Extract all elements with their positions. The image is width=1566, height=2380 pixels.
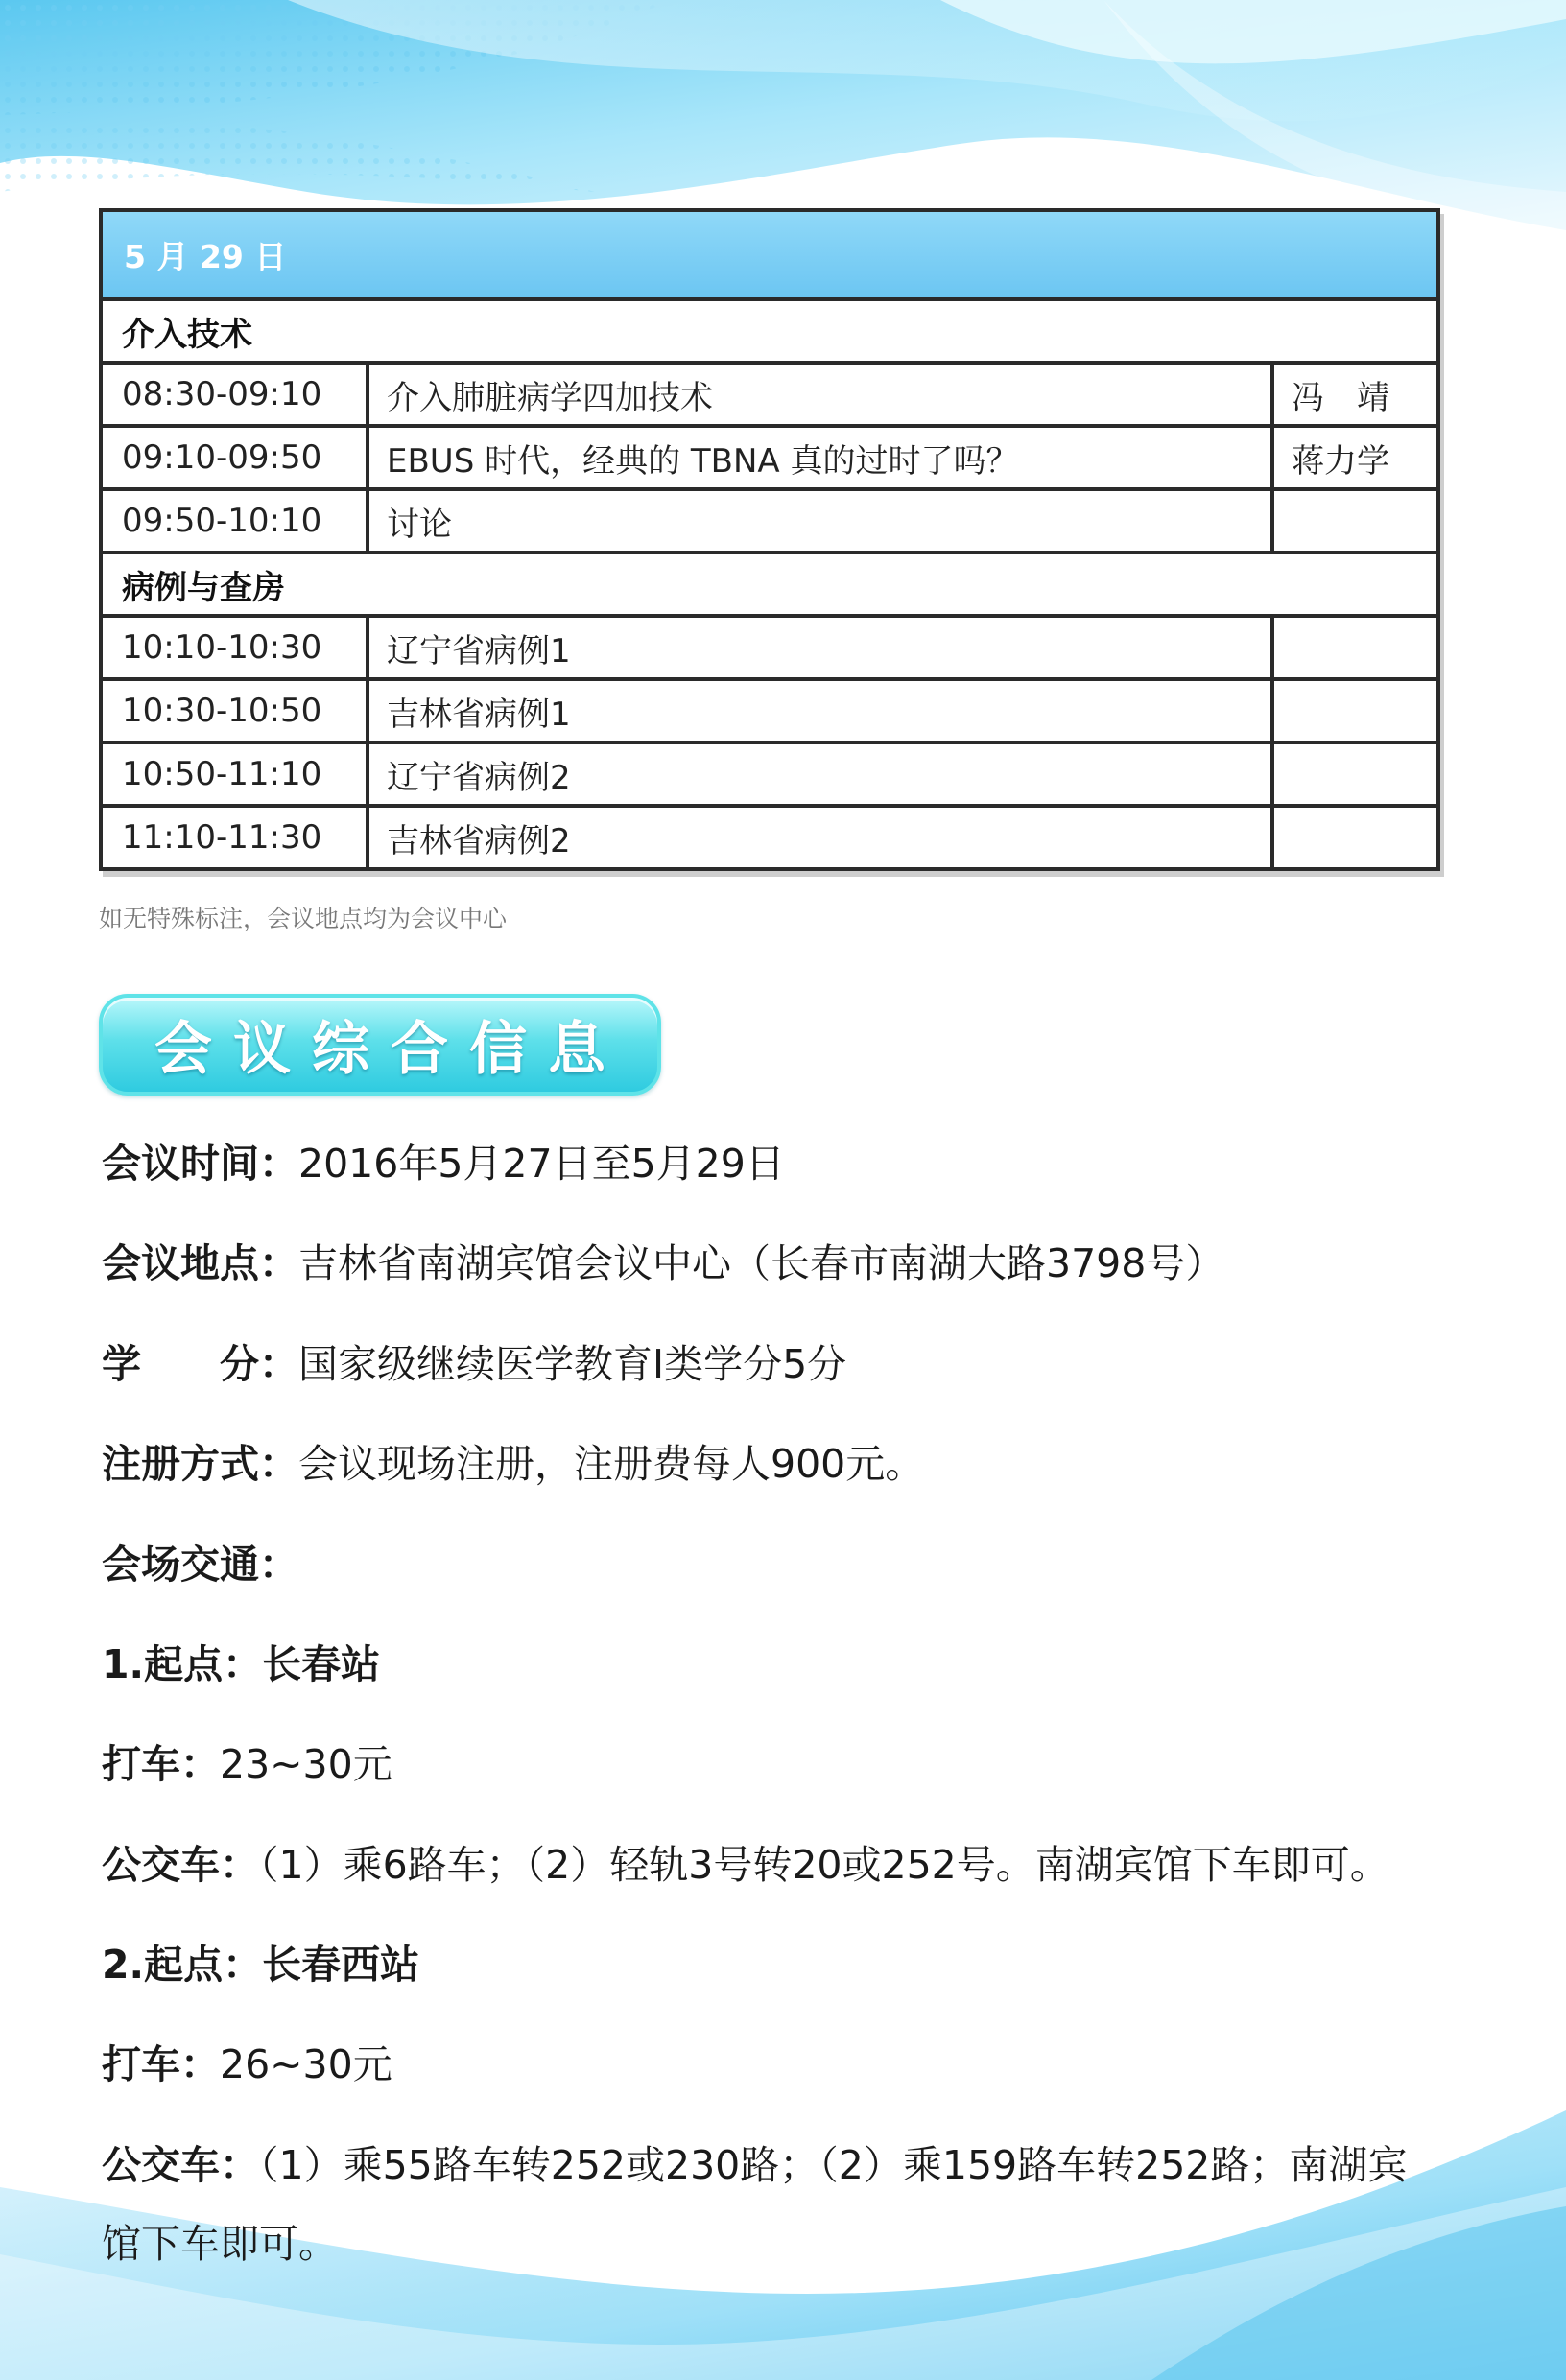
info-transport: [102, 1533, 298, 1590]
info-venue: [102, 1232, 1224, 1288]
topic-cell: EBUS 时代，经典的 TBNA 真的过时了吗？: [369, 428, 1274, 487]
topic-cell: 讨论: [369, 491, 1274, 551]
time-cell: 09:50-10:10: [103, 491, 369, 551]
info-label: 打车：: [102, 2041, 220, 2087]
info-label: 公交车：: [102, 1842, 259, 1888]
info-value: 吉林省南湖宾馆会议中心（长春市南湖大路3798号）: [298, 1240, 1225, 1286]
schedule-table: [99, 208, 1440, 871]
speaker-cell: [1274, 681, 1436, 741]
info-label: 公交车：: [102, 2142, 259, 2188]
info-value: 23~30元: [220, 1741, 392, 1787]
info-label: 学 分：: [102, 1341, 298, 1387]
topic-cell: 辽宁省病例2: [369, 744, 1274, 804]
topic-cell: 吉林省病例1: [369, 681, 1274, 741]
table-row: [103, 681, 1436, 744]
speaker-cell: [1274, 808, 1436, 867]
schedule-date-header: 5 月 29 日: [103, 212, 1436, 301]
info-label: 会议时间：: [102, 1141, 298, 1187]
info-label: 打车：: [102, 1741, 220, 1787]
info-value: （1）乘55路车转252或230路；（2）乘159路车转252路；南湖宾: [259, 2142, 1408, 2188]
speaker-cell: [1274, 618, 1436, 677]
route-start: 1.起点：长春站: [102, 1641, 381, 1687]
time-cell: 10:10-10:30: [103, 618, 369, 677]
route-2-bus: [102, 2133, 1407, 2190]
section-row-cases: 病例与查房: [103, 554, 1436, 618]
topic-cell: 吉林省病例2: [369, 808, 1274, 867]
info-value: 2016年5月27日至5月29日: [298, 1141, 785, 1187]
info-value: 26~30元: [220, 2041, 392, 2087]
route-2-start: [102, 1933, 419, 1990]
section-row-intervention: 介入技术: [103, 301, 1436, 365]
speaker-cell: [1274, 491, 1436, 551]
table-row: [103, 491, 1436, 554]
venue-note: 如无特殊标注，会议地点均为会议中心: [99, 905, 508, 932]
speaker-cell: 冯 靖: [1292, 378, 1389, 417]
info-value: 会议现场注册，注册费每人900元。: [298, 1441, 925, 1487]
time-cell: 09:10-09:50: [103, 428, 369, 487]
route-1-taxi: [102, 1732, 392, 1789]
info-value: （1）乘6路车；（2）轻轨3号转20或252号。南湖宾馆下车即可。: [259, 1842, 1389, 1888]
info-register: [102, 1432, 924, 1489]
info-label: 注册方式：: [102, 1441, 298, 1487]
info-label: 会场交通：: [102, 1542, 298, 1588]
table-row: [103, 365, 1436, 428]
time-cell: 11:10-11:30: [103, 808, 369, 867]
route-2-bus-cont: 馆下车即可。: [102, 2221, 338, 2267]
route-1-bus: [102, 1833, 1389, 1890]
route-2-taxi: [102, 2033, 392, 2089]
time-cell: 08:30-09:10: [103, 365, 369, 424]
topic-cell: 介入肺脏病学四加技术: [369, 365, 1274, 424]
info-value: 国家级继续医学教育I类学分5分: [298, 1341, 847, 1387]
section-title: 会议综合信息: [154, 1016, 627, 1083]
info-credit: [102, 1332, 846, 1389]
speaker-cell: 蒋力学: [1292, 441, 1389, 481]
time-cell: 10:50-11:10: [103, 744, 369, 804]
table-row: [103, 808, 1436, 867]
topic-cell: 辽宁省病例1: [369, 618, 1274, 677]
route-1-start: [102, 1633, 380, 1689]
info-label: 会议地点：: [102, 1240, 298, 1286]
table-row: [103, 428, 1436, 491]
table-row: [103, 618, 1436, 681]
info-time: [102, 1132, 785, 1189]
time-cell: 10:30-10:50: [103, 681, 369, 741]
table-row: [103, 744, 1436, 808]
route-start: 2.起点：长春西站: [102, 1942, 420, 1988]
speaker-cell: [1274, 744, 1436, 804]
section-title-banner: [99, 994, 661, 1096]
